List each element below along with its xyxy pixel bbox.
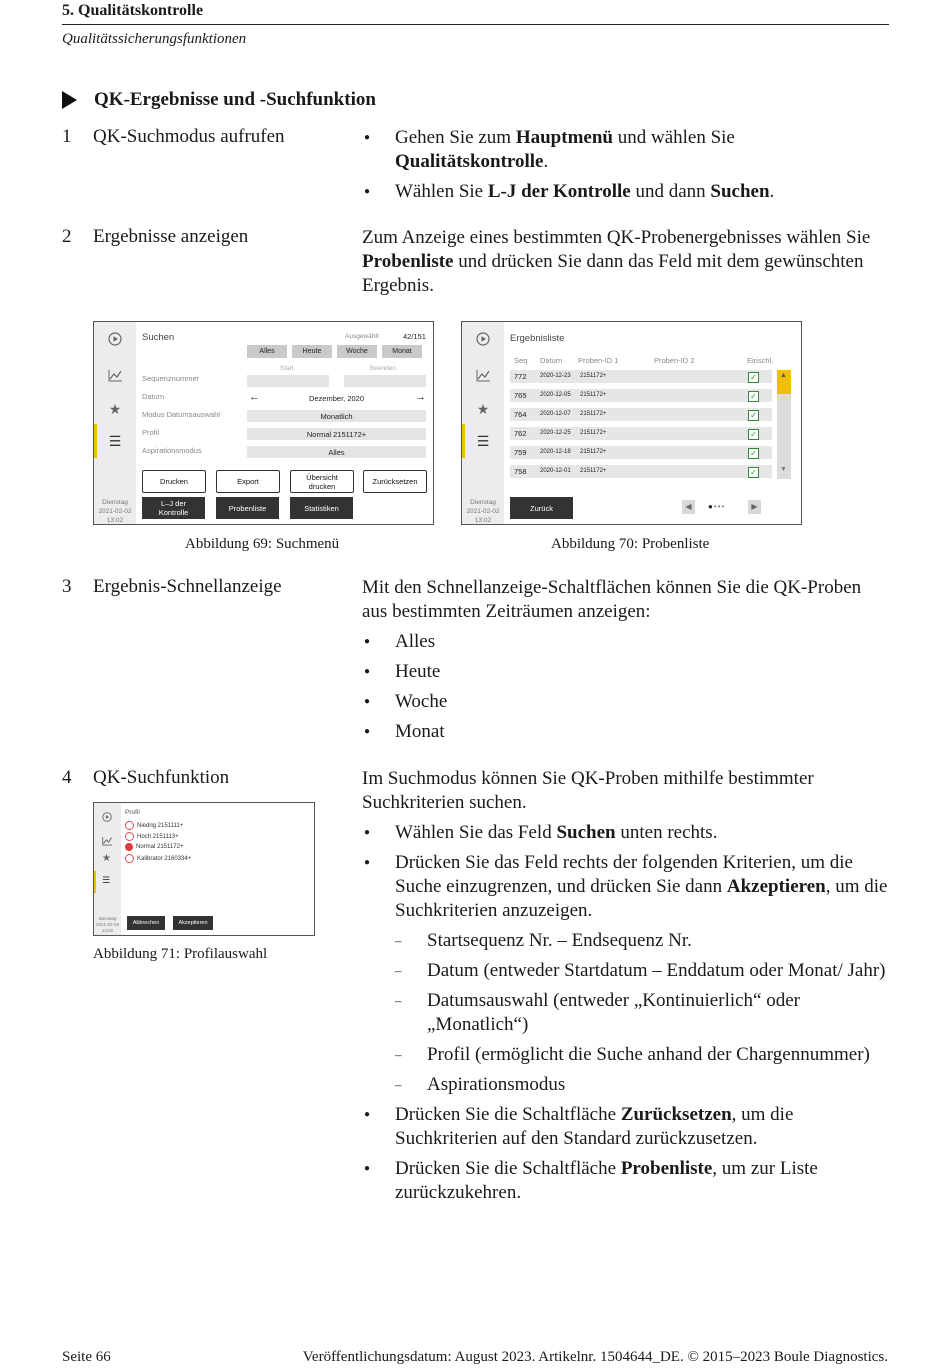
print-button[interactable]: Drucken — [142, 470, 206, 493]
quick-all-button[interactable]: Alles — [247, 345, 287, 358]
menu-icon[interactable]: ☰ — [476, 432, 490, 449]
date-value[interactable]: Dezember, 2020 — [264, 392, 409, 404]
step-2-number: 2 — [62, 226, 72, 247]
col-date: Datum — [540, 356, 563, 365]
page-prev-icon[interactable]: ◀ — [682, 500, 695, 514]
radio-selected-icon — [125, 843, 133, 851]
quick-today-button[interactable]: Heute — [292, 345, 332, 358]
export-button[interactable]: Export — [216, 470, 280, 493]
menu-icon[interactable]: ☰ — [108, 432, 122, 449]
step-1-bullet-2: ● Wählen Sie L-J der Kontrolle und dann Suchen. — [362, 180, 889, 204]
play-icon[interactable] — [106, 330, 124, 348]
star-icon[interactable]: ★ — [476, 400, 490, 417]
active-indicator — [94, 424, 97, 458]
sample-list-button[interactable]: Probenliste — [216, 497, 279, 519]
lj-control-button[interactable]: L–J der Kontrolle — [142, 497, 205, 519]
menu-icon[interactable]: ☰ — [102, 875, 111, 885]
step-2-label: Ergebnisse anzeigen — [93, 226, 249, 247]
step-3-number: 3 — [62, 576, 72, 597]
col-seq: Seq — [514, 356, 528, 365]
col-id1: Proben-ID 1 — [578, 356, 619, 365]
selected-count: 42/151 — [403, 332, 426, 341]
radio-icon — [125, 832, 134, 841]
date-label: Datum — [142, 392, 165, 401]
list-item: ● Woche — [362, 690, 889, 714]
section-heading — [62, 89, 376, 111]
reset-button[interactable]: Zurücksetzen — [363, 470, 427, 493]
sidebar — [94, 803, 121, 935]
profile-label: Profil — [142, 428, 160, 437]
publication-info: Veröffentlichungsdatum: August 2023. Artikelnr. 1504644_DE. © 2015–2023 Boule Diagnostics. — [302, 1349, 888, 1365]
active-indicator — [94, 871, 96, 893]
figure-69-caption: Abbildung 69: Suchmenü — [185, 536, 340, 552]
clock: Dienstag 2021-02-02 13:02 — [466, 499, 500, 524]
chapter-title: 5. Qualitätskontrolle — [62, 2, 204, 19]
date-mode-field[interactable]: Monatlich — [247, 410, 426, 422]
profile-field[interactable]: Normal 2151172+ — [247, 428, 426, 440]
figure-70-caption: Abbildung 70: Probenliste — [551, 536, 710, 552]
aspiration-label: Aspirationsmodus — [142, 446, 202, 455]
clock: Dienstag 2021-02-02 13:02 — [95, 916, 120, 933]
col-id2: Proben-ID 2 — [654, 356, 695, 365]
step-1-label: QK-Suchmodus aufrufen — [93, 126, 285, 147]
step-1-number: 1 — [62, 126, 72, 147]
step-4-number: 4 — [62, 767, 72, 788]
chart-icon[interactable] — [474, 366, 492, 384]
scroll-down-icon[interactable]: ▼ — [780, 466, 787, 473]
screen-title: Profil — [125, 809, 140, 816]
print-overview-button[interactable]: Übersicht drucken — [290, 470, 354, 493]
radio-icon — [125, 821, 134, 830]
include-checkbox[interactable]: ✓ — [748, 467, 759, 478]
step-4-label: QK-Suchfunktion — [93, 767, 230, 788]
play-icon[interactable] — [474, 330, 492, 348]
step-1-content — [362, 126, 889, 210]
quick-week-button[interactable]: Woche — [337, 345, 377, 358]
step-4-text: Im Suchmodus können Sie QK-Proben mithilfe bestimmter Suchkriterien suchen. — [362, 768, 814, 813]
quick-month-button[interactable]: Monat — [382, 345, 422, 358]
step-4-bullet-2: ● Drücken Sie das Feld rechts der folgenden Kriterien, um die Suche einzugrenzen, und drücken Sie dann Akzeptieren, um die Suchkriterien anzuzeigen. – Startsequenz Nr. – Endsequenz Nr. – Datum (entweder Startdatum – Enddatum oder Monat/ Jahr) – Datumsauswahl (entweder „Kontinuierlich“ oder „Monatlich“) – Profil (ermöglicht die Suche anhand der Chargennummer) – Aspirationsmodus — [362, 851, 889, 1097]
star-icon[interactable]: ★ — [102, 853, 111, 864]
step-4-bullet-4: ● Drücken Sie die Schaltfläche Probenliste, um zur Liste zurückzukehren. — [362, 1157, 889, 1205]
sidebar — [94, 322, 136, 524]
accept-button[interactable]: Akzeptieren — [173, 916, 213, 930]
include-checkbox[interactable]: ✓ — [748, 372, 759, 383]
step-3-label: Ergebnis-Schnellanzeige — [93, 576, 282, 597]
page-number: Seite 66 — [62, 1349, 111, 1365]
criteria-item: – Profil (ermöglicht die Suche anhand der Chargennummer) — [395, 1043, 889, 1067]
seq-end-field[interactable] — [344, 375, 426, 387]
step-4-bullet-3: ● Drücken Sie die Schaltfläche Zurücksetzen, um die Suchkriterien auf den Standard zurückzusetzen. — [362, 1103, 889, 1151]
triangle-bullet-icon — [62, 91, 77, 109]
table-row[interactable]: 758 2020-12-01 2151172+ — [510, 465, 772, 478]
active-indicator — [462, 424, 465, 458]
step-3-content — [362, 576, 889, 750]
seq-start-field[interactable] — [247, 375, 329, 387]
step-4-bullet-1: ● Wählen Sie das Feld Suchen unten rechts. — [362, 821, 889, 845]
list-item: ● Heute — [362, 660, 889, 684]
step-4-content — [362, 767, 889, 1211]
col-include: Einschl. — [747, 356, 774, 365]
header-rule — [62, 24, 889, 25]
star-icon[interactable]: ★ — [108, 400, 122, 417]
clock: Dienstag 2021-02-02 13:02 — [98, 499, 132, 524]
section-heading-text: QK-Ergebnisse und -Suchfunktion — [94, 89, 376, 110]
list-item: ● Alles — [362, 630, 889, 654]
page-dots: ●••• — [708, 502, 726, 511]
screen-title: Suchen — [142, 332, 175, 343]
criteria-item: – Datumsauswahl (entweder „Kontinuierlich“ oder „Monatlich“) — [395, 989, 889, 1037]
table-row[interactable]: 762 2020-12-25 2151172+ — [510, 427, 772, 440]
section-subtitle: Qualitätssicherungsfunktionen — [62, 31, 247, 47]
table-row[interactable]: 765 2020-12-05 2151172+ — [510, 389, 772, 402]
criteria-item: – Datum (entweder Startdatum – Enddatum oder Monat/ Jahr) — [395, 959, 889, 983]
step-3-text: Mit den Schnellanzeige-Schaltflächen können Sie die QK-Proben aus bestimmten Zeiträumen anzeigen: — [362, 577, 862, 622]
include-checkbox[interactable]: ✓ — [748, 410, 759, 421]
seq-label: Sequenznummer — [142, 374, 200, 383]
chart-icon[interactable] — [102, 833, 113, 851]
cancel-button[interactable]: Abbrechen — [127, 916, 165, 930]
include-checkbox[interactable]: ✓ — [748, 448, 759, 459]
radio-icon — [125, 854, 134, 863]
criteria-item: – Startsequenz Nr. – Endsequenz Nr. — [395, 929, 889, 953]
table-row[interactable]: 759 2020-12-18 2151172+ — [510, 446, 772, 459]
profile-option[interactable]: Normal 2151172+ — [125, 843, 183, 851]
chart-icon[interactable] — [106, 366, 124, 384]
step-1-bullet-1: ● Gehen Sie zum Hauptmenü und wählen Sie Qualitätskontrolle. — [362, 126, 889, 174]
figure-71-caption: Abbildung 71: Profilauswahl — [93, 946, 268, 962]
step-2-text: Zum Anzeige eines bestimmten QK-Probenergebnisses wählen Sie Probenliste und drücken Sie dann das Feld mit dem gewünschten Ergebnis. — [362, 227, 871, 296]
scroll-up-icon[interactable]: ▲ — [780, 372, 787, 379]
include-checkbox[interactable]: ✓ — [748, 429, 759, 440]
profile-option[interactable]: Kalibrator 2160334+ — [125, 854, 191, 863]
table-row[interactable]: 772 2020-12-23 2151172+ — [510, 370, 772, 383]
table-row[interactable]: 764 2020-12-07 2151172+ — [510, 408, 772, 421]
profile-option[interactable]: Hoch 2151113+ — [125, 832, 179, 841]
sidebar — [462, 322, 504, 524]
arrow-right-icon[interactable]: → — [415, 391, 426, 403]
arrow-left-icon[interactable]: ← — [249, 391, 260, 403]
statistics-button[interactable]: Statistiken — [290, 497, 353, 519]
profile-select-screen — [93, 802, 315, 936]
screen-title: Ergebnisliste — [510, 333, 565, 344]
profile-option[interactable]: Niedrig 2151111+ — [125, 821, 183, 830]
end-label: Beenden — [370, 365, 397, 372]
results-list-screen — [461, 321, 802, 525]
selected-label: Ausgewählt — [345, 333, 379, 340]
start-label: Start — [280, 365, 294, 372]
scrollbar[interactable] — [777, 370, 791, 479]
aspiration-field[interactable]: Alles — [247, 446, 426, 458]
criteria-item: – Aspirationsmodus — [395, 1073, 889, 1097]
include-checkbox[interactable]: ✓ — [748, 391, 759, 402]
back-button[interactable]: Zurück — [510, 497, 573, 519]
search-screen — [93, 321, 434, 525]
play-icon[interactable] — [102, 809, 112, 827]
date-mode-label: Modus Datumsauswahl — [142, 410, 220, 419]
page-next-icon[interactable]: ▶ — [748, 500, 761, 514]
list-item: ● Monat — [362, 720, 889, 744]
